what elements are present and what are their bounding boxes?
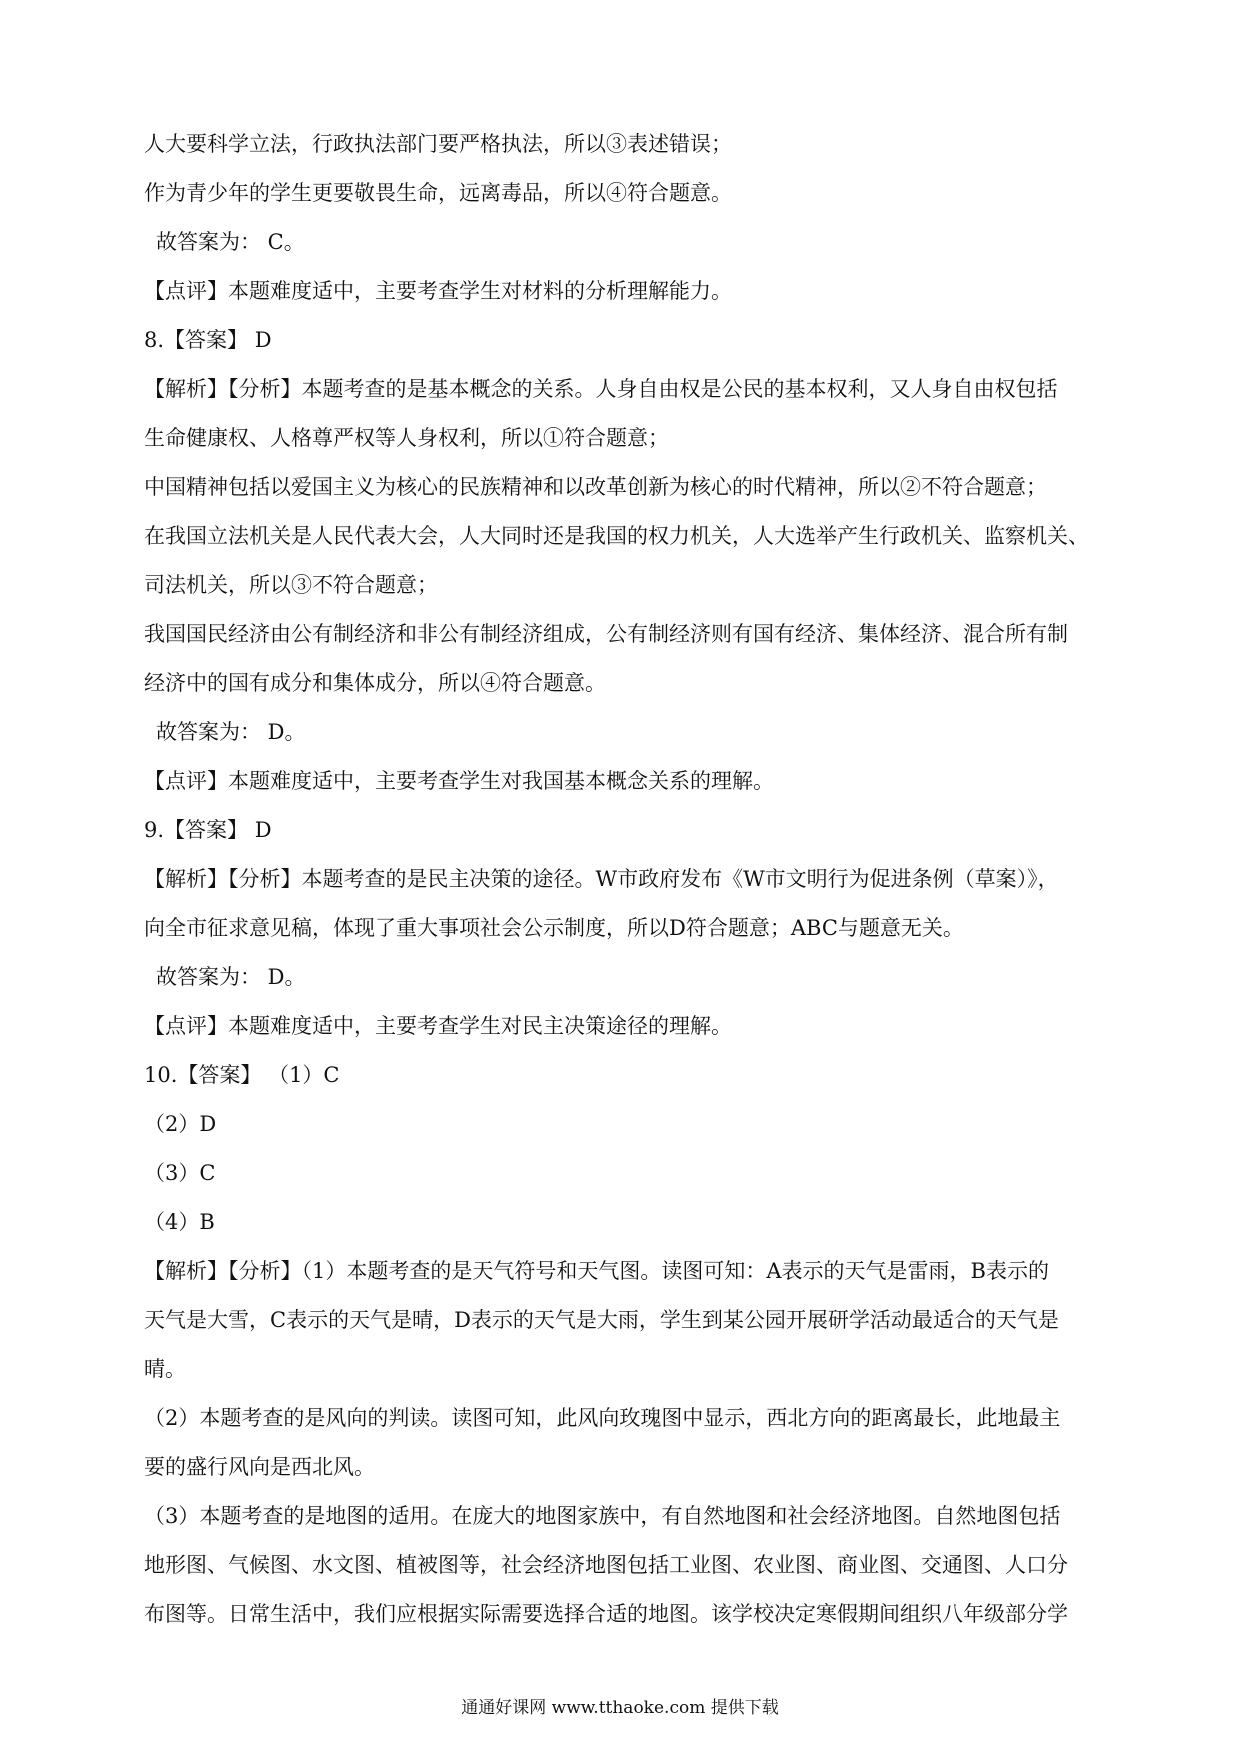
page-footer: 通通好课网 www.tthaoke.com 提供下载 [461,1698,779,1718]
text-line: 晴。 [144,1357,186,1381]
sub-answer-line: （4）B [144,1210,215,1234]
comment-line: 【点评】本题难度适中，主要考查学生对材料的分析理解能力。 [144,279,732,303]
analysis-line: 【解析】【分析】本题考查的是民主决策的途径。W市政府发布《W市文明行为促进条例（草案）》， [144,867,1059,891]
text-line: 人大要科学立法，行政执法部门要严格执法，所以③表述错误； [144,132,732,156]
sub-answer-line: （3）C [144,1161,216,1185]
text-line: 地形图、气候图、水文图、植被图等，社会经济地图包括工业图、农业图、商业图、交通图、人口分 [144,1553,1068,1577]
text-line: （3）本题考查的是地图的适用。在庞大的地图家族中，有自然地图和社会经济地图。自然地图包括 [144,1504,1061,1528]
comment-line: 【点评】本题难度适中，主要考查学生对民主决策途径的理解。 [144,1014,732,1038]
text-line: 向全市征求意见稿，体现了重大事项社会公示制度，所以D符合题意；ABC与题意无关。 [144,916,964,940]
sub-answer-line: （2）D [144,1112,217,1136]
answer-line: 故答案为： C。 [156,230,305,254]
text-line: 天气是大雪，C表示的天气是晴，D表示的天气是大雨，学生到某公园开展研学活动最适合的天气是 [144,1308,1059,1332]
question-9-answer: 9.【答案】 D [144,818,272,842]
text-line: 布图等。日常生活中，我们应根据实际需要选择合适的地图。该学校决定寒假期间组织八年级部分学 [144,1602,1068,1626]
text-line: 生命健康权、人格尊严权等人身权利，所以①符合题意； [144,426,669,450]
text-line: 作为青少年的学生更要敬畏生命，远离毒品，所以④符合题意。 [144,181,732,205]
question-8-answer: 8.【答案】 D [144,328,272,352]
text-line: 在我国立法机关是人民代表大会，人大同时还是我国的权力机关，人大选举产生行政机关、监察机关、 [144,524,1089,548]
text-line: 中国精神包括以爱国主义为核心的民族精神和以改革创新为核心的时代精神，所以②不符合题意； [144,475,1047,499]
text-line: 我国国民经济由公有制经济和非公有制经济组成，公有制经济则有国有经济、集体经济、混合所有制 [144,622,1068,646]
comment-line: 【点评】本题难度适中，主要考查学生对我国基本概念关系的理解。 [144,769,774,793]
text-line: （2）本题考查的是风向的判读。读图可知，此风向玫瑰图中显示，西北方向的距离最长，此地最主 [144,1406,1061,1430]
analysis-line: 【解析】【分析】本题考查的是基本概念的关系。人身自由权是公民的基本权利，又人身自由权包括 [144,377,1058,401]
text-line: 司法机关，所以③不符合题意； [144,573,438,597]
answer-line: 故答案为： D。 [156,965,306,989]
text-line: 要的盛行风向是西北风。 [144,1455,375,1479]
document-body [144,120,1104,1639]
answer-line: 故答案为： D。 [156,720,306,744]
analysis-line: 【解析】【分析】（1）本题考查的是天气符号和天气图。读图可知：A表示的天气是雷雨，B表示的 [144,1259,1049,1283]
question-10-answer: 10.【答案】 （1）C [144,1063,340,1087]
text-line: 经济中的国有成分和集体成分，所以④符合题意。 [144,671,606,695]
